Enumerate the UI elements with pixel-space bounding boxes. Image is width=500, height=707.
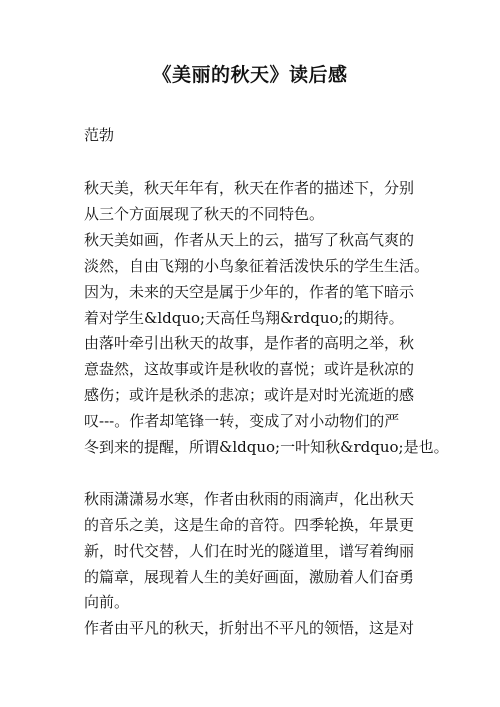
paragraph xyxy=(84,487,444,617)
text-line: 淡然，自由飞翔的小鸟象征着活泼快乐的学生生活。 xyxy=(84,256,430,275)
text-line: 从三个方面展现了秋天的不同特色。 xyxy=(84,204,325,223)
text-line: 意盎然，这故事或许是秋收的喜悦；或许是秋凉的 xyxy=(84,360,415,379)
document-title: 《美丽的秋天》读后感 xyxy=(152,64,348,86)
text-line: 秋天美，秋天年年有，秋天在作者的描述下，分别 xyxy=(84,179,415,197)
paragraph xyxy=(84,616,444,642)
text-line: 新，时代交替，人们在时光的隧道里，谱写着绚丽 xyxy=(84,541,415,560)
text-line: 秋天美如画，作者从天上的云，描写了秋高气爽的 xyxy=(84,230,415,249)
author-name: 范勃 xyxy=(84,126,115,144)
text-line: 向前。 xyxy=(84,593,130,612)
text-line: 着对学生&ldquo;天高任鸟翔&rdquo;的期待。 xyxy=(84,308,404,327)
text-line: 的篇章，展现着人生的美好画面，激励着人们奋勇 xyxy=(84,567,415,586)
document-body xyxy=(84,176,449,642)
text-line: 由落叶牵引出秋天的故事，是作者的高明之举，秋 xyxy=(84,334,415,353)
text-line: 感伤；或许是秋杀的悲凉；或许是对时光流逝的感 xyxy=(84,386,415,405)
paragraph xyxy=(84,228,444,332)
text-line: 的音乐之美，这是生命的音符。四季轮换，年景更 xyxy=(84,515,415,534)
text-line: 秋雨潇潇易水寒，作者由秋雨的雨滴声，化出秋天 xyxy=(84,489,415,508)
text-line: 冬到来的提醒，所谓&ldquo;一叶知秋&rdquo;是也。 xyxy=(84,438,449,457)
paragraph xyxy=(84,331,449,461)
text-line: 作者由平凡的秋天，折射出不平凡的领悟，这是对 xyxy=(84,619,415,638)
paragraph-spacer xyxy=(84,461,444,487)
text-line: 叹---。作者却笔锋一转，变成了对小动物们的严 xyxy=(84,412,400,431)
paragraph xyxy=(84,176,444,228)
text-line: 因为，未来的天空是属于少年的，作者的笔下暗示 xyxy=(84,282,415,301)
